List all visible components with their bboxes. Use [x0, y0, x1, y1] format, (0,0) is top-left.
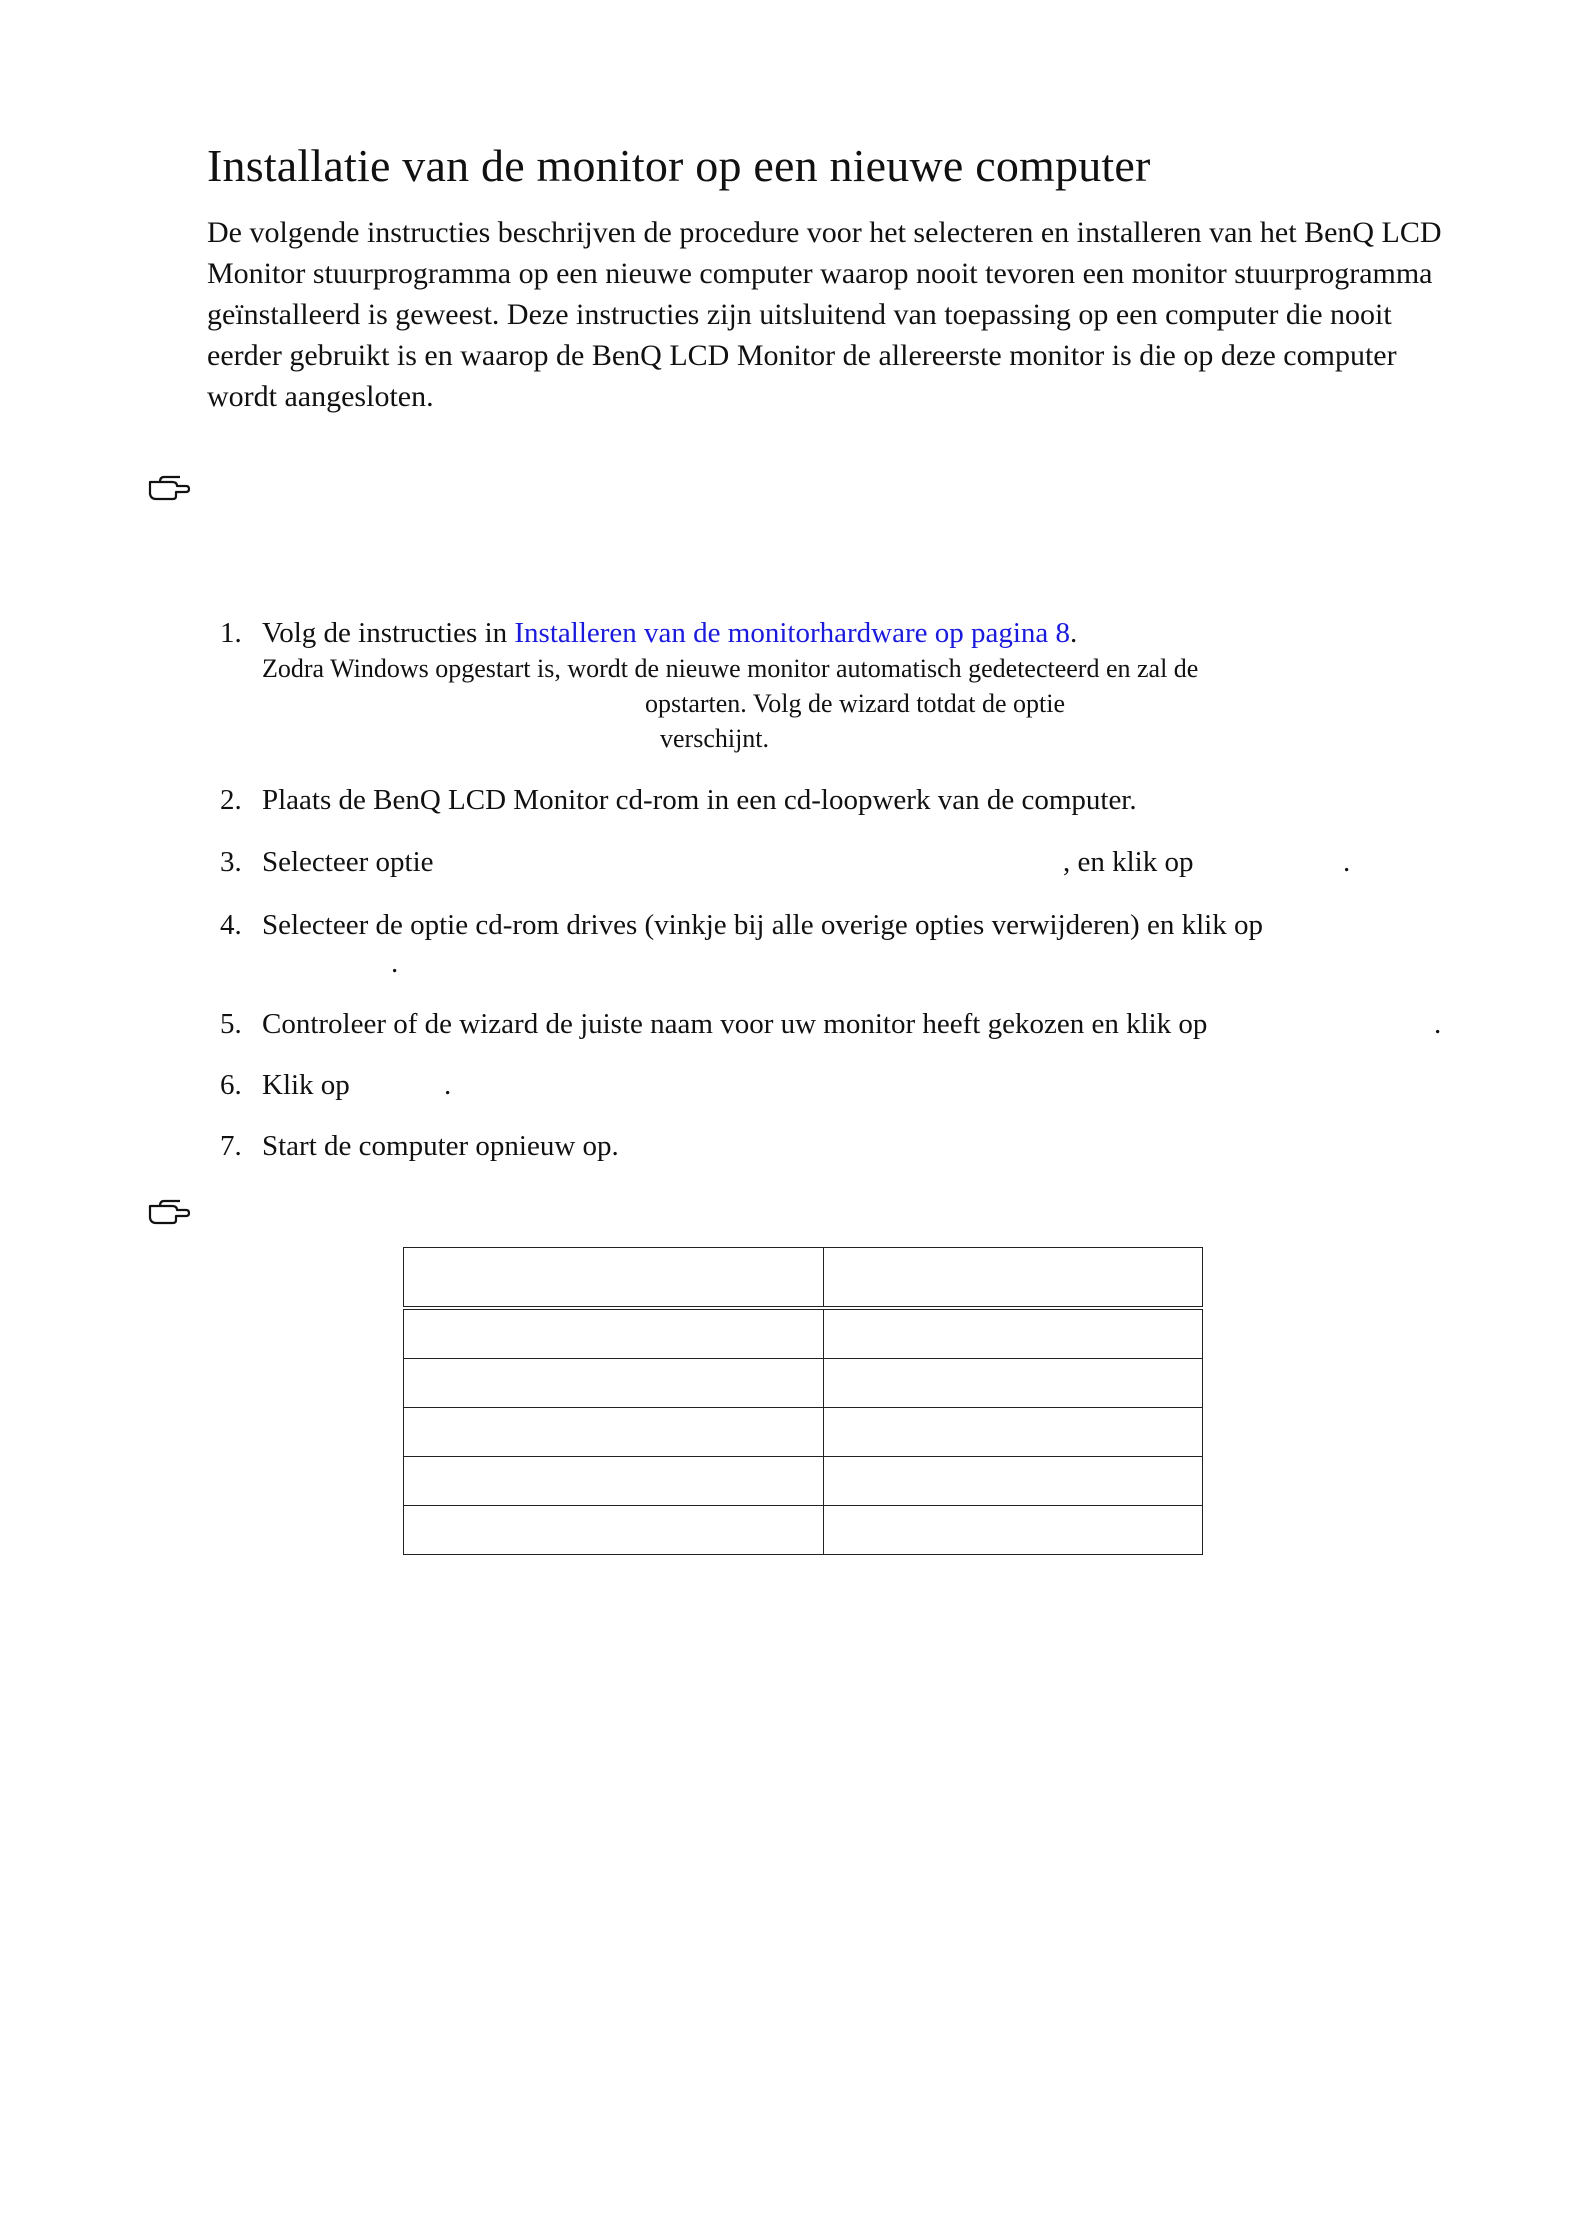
- step-3-tail: , en klik op: [1063, 846, 1194, 878]
- step-text: Plaats de BenQ LCD Monitor cd-rom in een cd-loopwerk van de computer.: [262, 784, 1137, 816]
- table-cell: [404, 1359, 824, 1408]
- step-5: [220, 1004, 1207, 1044]
- table-header-row: [404, 1248, 1203, 1309]
- step-text: Volg de instructies in: [262, 617, 515, 649]
- driver-table: [403, 1247, 1203, 1555]
- step-5-period: .: [1434, 1008, 1442, 1040]
- table-row: [404, 1457, 1203, 1506]
- step-number: 2.: [220, 784, 242, 816]
- table-cell: [404, 1506, 824, 1555]
- hardware-install-link[interactable]: Installeren van de monitorhardware op pagina 8: [514, 617, 1071, 649]
- step-text: Selecteer optie: [262, 846, 434, 878]
- step-3-period: .: [1343, 846, 1351, 878]
- step-punct: .: [1070, 617, 1078, 649]
- table-cell: [824, 1457, 1203, 1506]
- step-number: 3.: [220, 846, 242, 878]
- step-number: 7.: [220, 1130, 242, 1162]
- table-row: [404, 1308, 1203, 1359]
- table-cell: [404, 1408, 824, 1457]
- table-cell: [404, 1308, 824, 1359]
- table-row: [404, 1506, 1203, 1555]
- step-number: 4.: [220, 909, 242, 941]
- step-number: 5.: [220, 1008, 242, 1040]
- table-header-cell: [404, 1248, 824, 1309]
- step-4: [220, 905, 1263, 945]
- table-cell: [824, 1359, 1203, 1408]
- step-1-detail-line-1: Zodra Windows opgestart is, wordt de nieuwe monitor automatisch gedetecteerd en zal de: [262, 654, 1199, 683]
- step-number: 1.: [220, 617, 242, 649]
- table-cell: [824, 1308, 1203, 1359]
- intro-paragraph: De volgende instructies beschrijven de procedure voor het selecteren en installeren van het BenQ LCD Monitor stuurprogramma op een nieuwe computer waarop nooit tevoren een monitor stuurprogramma geïnstalleerd is geweest. Deze instructies zijn uitsluitend van toepassing op een computer die nooit eerder gebruikt is en waarop de BenQ LCD Monitor de allereerste monitor is die op deze computer wordt aangesloten.: [207, 216, 1442, 413]
- step-text: Start de computer opnieuw op.: [262, 1130, 619, 1162]
- step-1-detail-line-3: verschijnt.: [660, 724, 770, 753]
- table-row: [404, 1408, 1203, 1457]
- step-text: Controleer of de wizard de juiste naam voor uw monitor heeft gekozen en klik op: [262, 1008, 1208, 1040]
- step-text: Selecteer de optie cd-rom drives (vinkje bij alle overige opties verwijderen) en klik op: [262, 909, 1263, 941]
- table-cell: [404, 1457, 824, 1506]
- step-2: [220, 780, 1137, 820]
- step-number: 6.: [220, 1069, 242, 1101]
- step-4-period: .: [391, 947, 399, 979]
- step-1-detail-line-2: opstarten. Volg de wizard totdat de optie: [645, 689, 1065, 718]
- step-1: [220, 613, 1077, 653]
- pointing-hand-icon: [146, 472, 192, 502]
- step-3: [220, 842, 434, 882]
- step-6: [220, 1065, 350, 1105]
- table-cell: [824, 1506, 1203, 1555]
- table-row: [404, 1359, 1203, 1408]
- table-cell: [824, 1408, 1203, 1457]
- page-title: Installatie van de monitor op een nieuwe computer: [207, 140, 1151, 191]
- pointing-hand-icon: [146, 1196, 192, 1226]
- step-6-period: .: [444, 1069, 452, 1101]
- table-header-cell: [824, 1248, 1203, 1309]
- step-text: Klik op: [262, 1069, 350, 1101]
- step-7: [220, 1126, 619, 1166]
